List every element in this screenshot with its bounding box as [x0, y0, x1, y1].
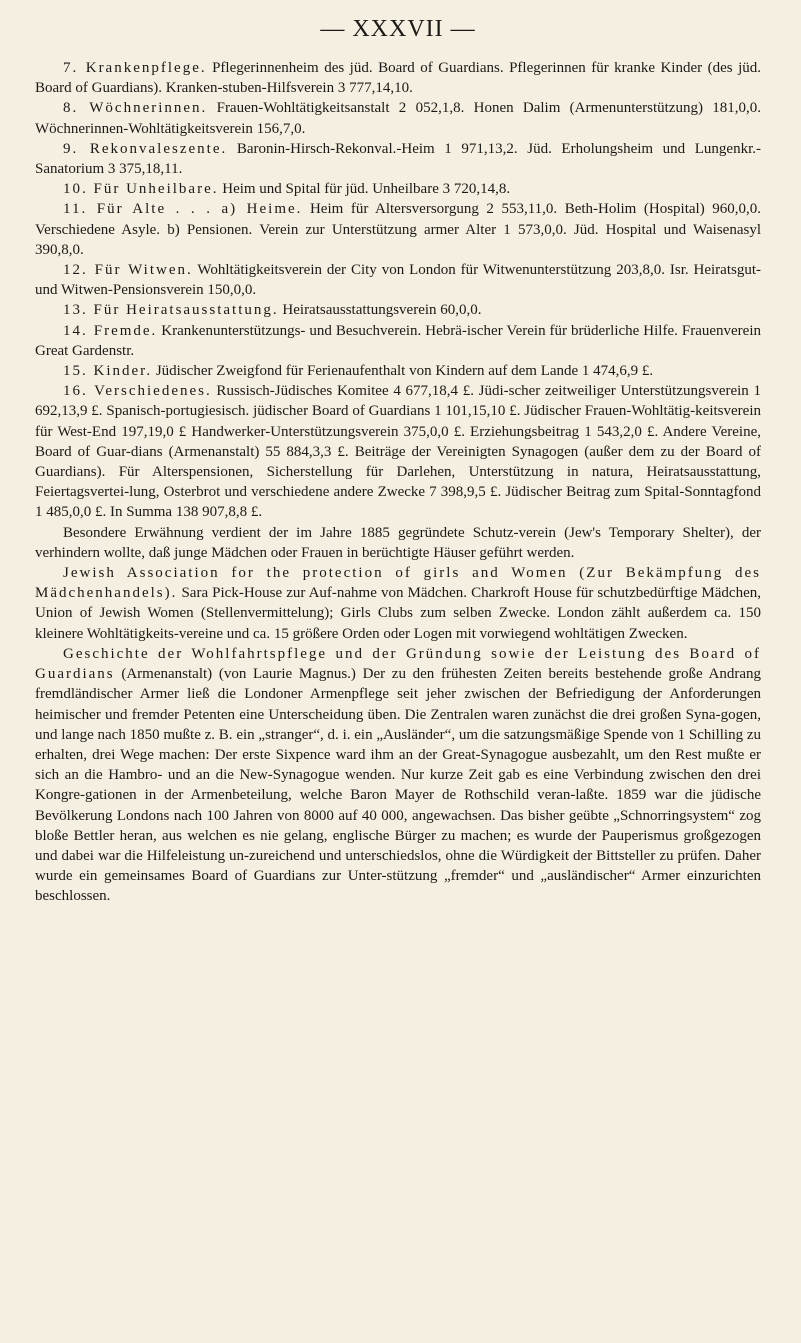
section-text: Heim für Altersversorgung 2 553,11,0. Beth-Holim (Hospital) 960,0,0. Verschiedene Asyle. b) Pensionen. Verein zur Unterstützung armer Alter 1 573,0,0. Jüd. Hospital und Waisenasyl 390,8,0. — [35, 201, 761, 258]
section-text: Heim und Spital für jüd. Unheilbare 3 720,14,8. — [218, 181, 511, 198]
section-text: Frauen-Wohltätigkeitsanstalt 2 052,1,8. Honen Dalim (Armenunterstützung) 181,0,0. Wöchnerinnen-Wohltätigkeitsverein 156,7,0. — [35, 100, 761, 137]
section-text: Heiratsausstattungsverein 60,0,0. — [278, 302, 482, 319]
paragraph-schutzverein — [35, 523, 761, 563]
section-text: Pflegerinnenheim des jüd. Board of Guardians. Pflegerinnen für kranke Kinder (des jüd. Board of Guardians). Kranken-stuben-Hilfsverein 3 777,14,10. — [35, 60, 761, 97]
paragraph-geschichte — [35, 644, 761, 907]
section-lead: 10. Für Unheilbare. — [63, 181, 219, 198]
section-lead: 12. Für Witwen. — [63, 262, 193, 279]
paragraph-unheilbare — [35, 179, 761, 199]
paragraph-verschiedenes — [35, 381, 761, 522]
section-text: Krankenunterstützungs- und Besuchverein. Hebrä-ischer Verein für brüderliche Hilfe. Frauenverein Great Gardenstr. — [35, 322, 761, 359]
section-text: (Armenanstalt) (von Laurie Magnus.) Der zu den frühesten Zeiten bereits bestehende große Andrang fremdländischer Armer ließ die Londoner Armenpflege seit jeher zwischen der Befriedigung der Anforderungen heimischer und fremder Petenten eine Unterscheidung üben. Die Zentralen waren zunächst die drei großen Syna-gogen, und lange nach 1850 mußte z. B. ein „stranger“, d. i. ein „Ausländer“, um die satzungsmäßige Spende von 1 Schilling zu erhalten, drei Wege machen: Der erste Sixpence ward ihm an der Great-Synagogue ausbezahlt, um den Rest mußte er sich an die Hambro- und an die New-Synagogue wenden. Nur kurze Zeit gab es eine Verbindung zwischen den drei Kongre-gationen in der Armenbeteilung, welche Baron Mayer de Rothschild veran-laßte. 1859 war die jüdische Bevölkerung Londons nach 100 Jahren von 8000 auf 40 000, angewachsen. Das bisher geübte „Schnorringsystem“ zog bloße Bettler heran, aus welchen es nie gelang, englische Bürger zu machen; es wurde der Pauperismus großgezogen und dabei war die Hilfeleistung un-zureichend und unterschiedslos, ohne die Würdigkeit der Bittsteller zu prüfen. Daher wurde ein gemeinsames Board of Guardians zur Unter-stützung „fremder“ und „ausländischer“ Armer einzurichten beschlossen. — [35, 666, 761, 905]
paragraph-krankenpflege — [35, 58, 761, 98]
paragraph-alte — [35, 199, 761, 260]
paragraph-woechnerinnen — [35, 98, 761, 138]
section-text: Russisch-Jüdisches Komitee 4 677,18,4 £. Jüdi-scher zeitweiliger Unterstützungsverein 1 692,13,9 £. Spanisch-portugiesisch. jüdischer Board of Guardians 1 101,15,10 £. Jüdischer Frauen-Wohltätig-keitsverein für West-End 197,19,0 £ Handwerker-Unterstützungsverein 375,0,0 £. Erziehungsbeitrag 1 543,2,0 £. Andere Vereine, Board of Guar-dians (Armenanstalt) 55 884,3,3 £. Beiträge der Vereinigten Synagogen (außer dem zu der Board of Guardians). Für Alterspensionen, Sicherstellung für Darlehen, Unterstützung in natura, Heiratsausstattung, Feiertagsvertei-lung, Osterbrot und verschiedene andere Zwecke 7 398,9,5 £. Jüdischer Beitrag zum Spital-Sonntagfond 1 485,0,0 £. In Summa 138 907,8,8 £. — [35, 383, 761, 521]
section-text: Jüdischer Zweigfond für Ferienaufenthalt von Kindern auf dem Lande 1 474,6,9 £. — [152, 363, 654, 380]
section-lead: 13. Für Heiratsausstattung. — [63, 302, 279, 319]
paragraph-witwen — [35, 260, 761, 300]
paragraph-heiratsausstattung — [35, 300, 761, 320]
page-header: — XXXVII — — [320, 16, 476, 42]
section-text: Besondere Erwähnung verdient der im Jahre 1885 gegründete Schutz-verein (Jew's Temporary Shelter), der verhindern wollte, daß junge Mädchen oder Frauen in berüchtigte Häuser geführt werden. — [35, 524, 761, 561]
body-text — [35, 58, 761, 907]
section-lead: 15. Kinder. — [63, 363, 153, 380]
paragraph-kinder — [35, 361, 761, 381]
section-lead: 7. Krankenpflege. — [63, 60, 207, 76]
section-lead: Geschichte der Wohlfahrtspflege und der Gründung sowie der Leistung des Board of Guardians — [35, 645, 761, 683]
section-lead: 16. Verschiedenes. — [63, 383, 212, 400]
section-text: Wohltätigkeitsverein der City von London für Witwenunterstützung 203,8,0. Isr. Heiratsgut- und Witwen-Pensionsverein 150,0,0. — [35, 262, 761, 299]
section-lead: 8. Wöchnerinnen. — [63, 100, 208, 117]
paragraph-fremde — [35, 321, 761, 361]
section-lead: 11. Für Alte . . . a) Heime. — [63, 201, 303, 218]
section-lead: Jewish Association for the protection of girls and Women (Zur Bekämpfung des Mädchenhandels). — [35, 565, 761, 602]
section-lead: 9. Rekonvaleszente. — [63, 140, 228, 157]
section-text: Baronin-Hirsch-Rekonval.-Heim 1 971,13,2. Jüd. Erholungsheim und Lungenkr.-Sanatorium 3 375,18,11. — [35, 140, 762, 178]
section-text: Sara Pick-House zur Auf-nahme von Mädchen. Charkroft House für schutzbedürftige Mädchen, Union of Jewish Women (Stellenvermittelung); Girls Clubs zum selben Zwecke. London zählt außerdem ca. 150 kleinere Wohltätigkeits-vereine und ca. 15 größere Orden oder Logen mit vorwiegend wohltätigen Zwecken. — [35, 585, 761, 642]
paragraph-rekonvaleszente — [35, 139, 761, 179]
paragraph-jewish-association — [35, 563, 761, 644]
section-lead: 14. Fremde. — [63, 322, 158, 339]
